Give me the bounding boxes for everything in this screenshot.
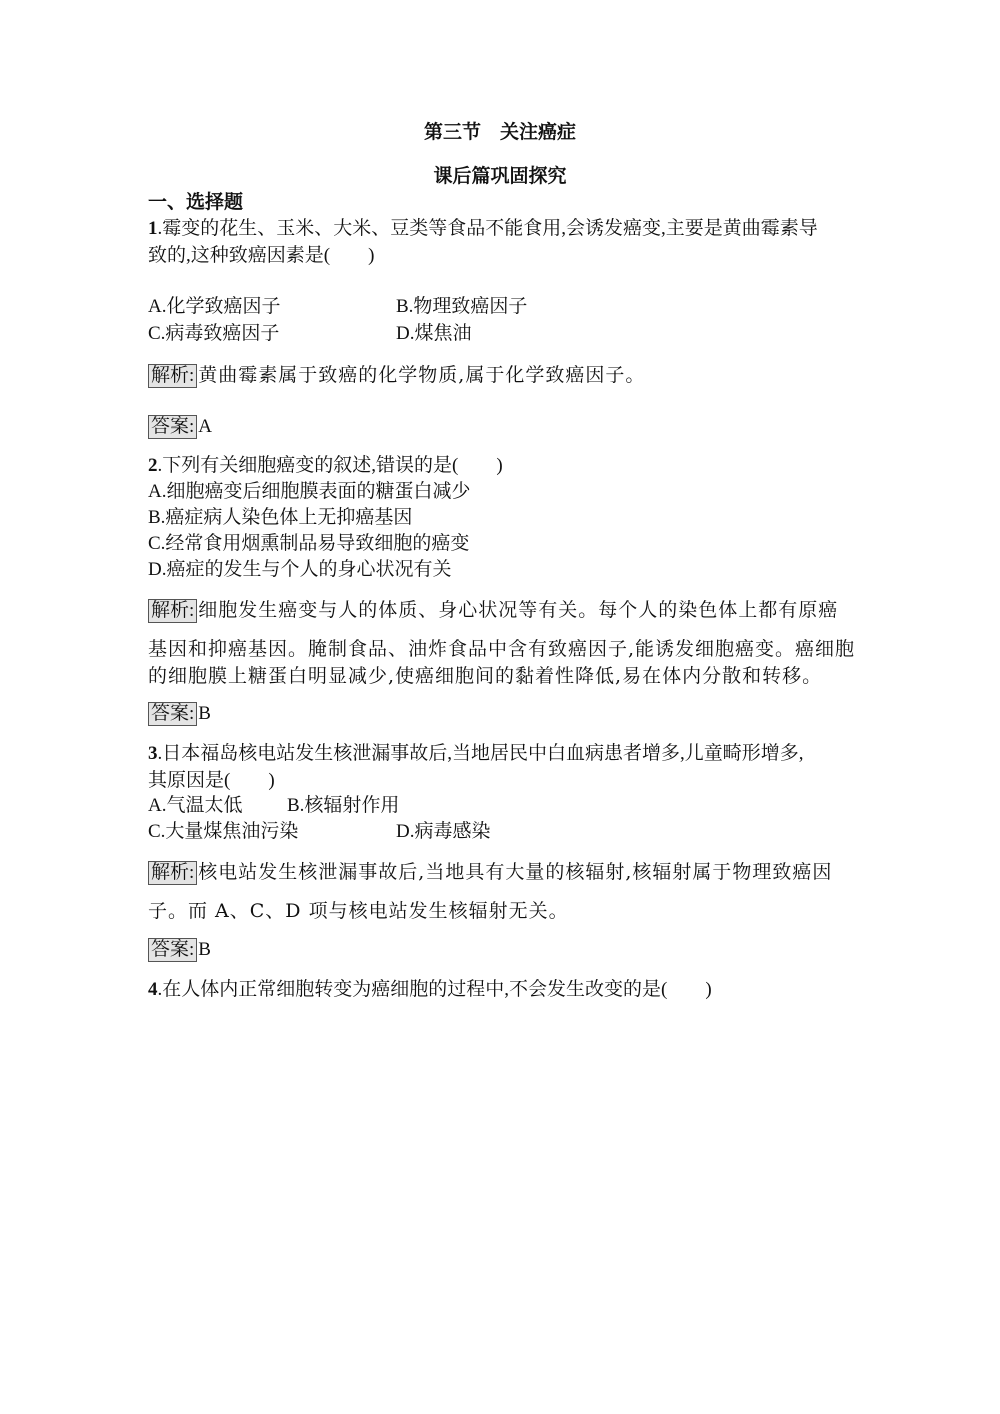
- analysis: [148, 860, 832, 885]
- option-c: C.大量煤焦油污染: [148, 821, 299, 842]
- analysis: [148, 598, 838, 623]
- option-a: A.气温太低: [148, 795, 243, 816]
- question-stem: [148, 742, 804, 766]
- page-subtitle: 课后篇巩固探究: [433, 166, 567, 187]
- question-stem: [148, 978, 712, 1002]
- page-title: 第三节 关注癌症: [423, 122, 576, 143]
- question-number: 3: [148, 743, 158, 764]
- analysis-text: 的细胞膜上糖蛋白明显减少,使癌细胞间的黏着性降低,易在体内分散和转移。: [148, 665, 823, 687]
- answer-value: B: [198, 703, 211, 724]
- analysis-label: 解析:: [148, 364, 197, 388]
- answer-value: B: [198, 939, 211, 960]
- question-number: 4: [148, 979, 158, 1000]
- answer-label: 答案:: [148, 938, 197, 962]
- answer: [148, 938, 211, 962]
- option-c: C.经常食用烟熏制品易导致细胞的癌变: [148, 533, 470, 554]
- option-a: A.化学致癌因子: [148, 296, 281, 317]
- analysis-text: 黄曲霉素属于致癌的化学物质,属于化学致癌因子。: [198, 364, 646, 386]
- answer-value: A: [198, 416, 213, 437]
- question-stem: [148, 217, 818, 241]
- analysis-text: 核电站发生核泄漏事故后,当地具有大量的核辐射,核辐射属于物理致癌因: [198, 861, 833, 883]
- analysis-label: 解析:: [148, 861, 197, 885]
- question-number: 2: [148, 455, 158, 476]
- section-heading: 一、选择题: [148, 192, 244, 213]
- answer-label: 答案:: [148, 702, 197, 726]
- stem-line: 致的,这种致癌因素是( ): [148, 245, 375, 266]
- analysis-text: 子。而 A、C、D 项与核电站发生核辐射无关。: [148, 900, 569, 922]
- answer: [148, 702, 211, 726]
- analysis-text: 基因和抑癌基因。腌制食品、油炸食品中含有致癌因子,能诱发细胞癌变。癌细胞: [148, 638, 856, 660]
- option-d: D.病毒感染: [396, 821, 491, 842]
- option-d: D.煤焦油: [396, 323, 472, 344]
- option-d: D.癌症的发生与个人的身心状况有关: [148, 559, 452, 580]
- stem-line: .下列有关细胞癌变的叙述,错误的是( ): [157, 455, 503, 476]
- answer: [148, 415, 212, 439]
- stem-line: .在人体内正常细胞转变为癌细胞的过程中,不会发生改变的是( ): [157, 979, 712, 1000]
- option-b: B.核辐射作用: [287, 795, 400, 816]
- option-b: B.癌症病人染色体上无抑癌基因: [148, 507, 413, 528]
- stem-line: 其原因是( ): [148, 770, 275, 791]
- question-number: 1: [148, 218, 158, 239]
- analysis: [148, 363, 645, 388]
- answer-label: 答案:: [148, 415, 197, 439]
- question-stem: [148, 454, 503, 478]
- stem-line: .霉变的花生、玉米、大米、豆类等食品不能食用,会诱发癌变,主要是黄曲霉素导: [157, 218, 818, 239]
- stem-line: .日本福岛核电站发生核泄漏事故后,当地居民中白血病患者增多,儿童畸形增多,: [157, 743, 804, 764]
- option-c: C.病毒致癌因子: [148, 323, 280, 344]
- option-b: B.物理致癌因子: [396, 296, 528, 317]
- analysis-text: 细胞发生癌变与人的体质、身心状况等有关。每个人的染色体上都有原癌: [198, 599, 839, 621]
- analysis-label: 解析:: [148, 599, 197, 623]
- option-a: A.细胞癌变后细胞膜表面的糖蛋白减少: [148, 481, 471, 502]
